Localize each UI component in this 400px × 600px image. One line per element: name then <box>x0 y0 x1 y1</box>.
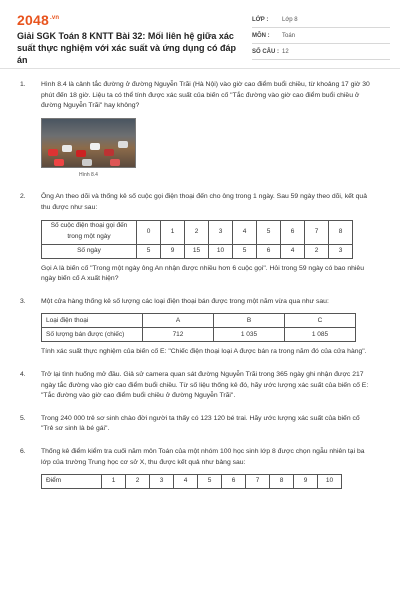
car-shape <box>48 149 58 156</box>
car-shape <box>62 145 72 152</box>
car-shape <box>76 150 86 157</box>
table-cell: A <box>143 314 214 328</box>
question-text: Một cửa hàng thống kê số lượng các loại điện thoại bán được trong một năm vừa qua như sau: <box>41 297 329 305</box>
table-row <box>42 244 353 258</box>
question-4 <box>0 370 400 402</box>
car-shape <box>118 141 128 148</box>
table-cell: 4 <box>281 244 305 258</box>
question-number: 3. <box>20 297 26 305</box>
meta-row-count <box>252 44 390 60</box>
traffic-photo <box>41 118 136 168</box>
car-shape <box>110 159 120 166</box>
table-cell: 2 <box>305 244 329 258</box>
table-cell: 5 <box>198 475 222 489</box>
table-cell: 7 <box>305 220 329 244</box>
table-cell: 7 <box>246 475 270 489</box>
car-shape <box>82 159 92 166</box>
table-cell: 712 <box>143 328 214 342</box>
question-followup: Gọi A là biến cố "Trong một ngày ông An nhận được nhiều hơn 6 cuộc gọi". Hỏi trong 59 ngày có bao nhiêu ngày biến cố A xuất hiện? <box>41 264 364 283</box>
meta-key: LỚP : <box>252 17 269 23</box>
table-cell: 9 <box>294 475 318 489</box>
table-cell: 4 <box>174 475 198 489</box>
meta-value: Lớp 8 <box>282 17 298 23</box>
table-row <box>42 220 353 244</box>
question-5 <box>0 414 400 435</box>
table-cell: C <box>285 314 356 328</box>
table-cell: 3 <box>209 220 233 244</box>
question-number: 2. <box>20 193 26 201</box>
table-header-cell: Số cuộc điện thoại gọi đến trong một ngày <box>42 220 137 244</box>
car-shape <box>90 143 100 150</box>
meta-row-class <box>252 12 390 28</box>
scores-table <box>41 474 342 489</box>
car-shape <box>104 149 114 156</box>
table-cell: 6 <box>257 244 281 258</box>
table-row <box>42 475 342 489</box>
meta-value: 12 <box>282 49 289 55</box>
table-cell: 5 <box>257 220 281 244</box>
question-3 <box>0 297 400 358</box>
table-cell: 5 <box>233 244 257 258</box>
phones-table <box>41 313 356 342</box>
question-number: 1. <box>20 81 26 88</box>
question-6 <box>0 447 400 489</box>
table-cell: 10 <box>318 475 342 489</box>
table-cell: B <box>214 314 285 328</box>
table-cell: 1 035 <box>214 328 285 342</box>
table-cell: 15 <box>185 244 209 258</box>
table-cell: 4 <box>233 220 257 244</box>
table-header-cell: Số lượng bán được (chiếc) <box>42 328 143 342</box>
question-number: 4. <box>20 370 26 378</box>
table-cell: 3 <box>329 244 353 258</box>
question-list <box>0 80 400 494</box>
table-header-cell: Số ngày <box>42 244 137 258</box>
table-cell: 1 <box>161 220 185 244</box>
table-header-cell: Điểm <box>42 475 102 489</box>
question-text: Trở lại tình huống mở đầu. Giả sử camera quan sát đường Nguyễn Trãi trong 365 ngày ghi nhận được 217 ngày tắc đường vào giờ cao điểm buổi chiều. Từ số liệu thống kê đó, hãy ước lượng xác suất của biến cố E: "Tắc đường vào giờ cao điểm buổi chiều ở đường Nguyễn Trãi". <box>41 370 369 400</box>
page-title: Giải SGK Toán 8 KNTT Bài 32: Mối liên hệ giữa xác suất thực nghiệm với xác suất và ứng dụng có đáp án <box>17 31 236 65</box>
table-row <box>42 328 356 342</box>
table-cell: 2 <box>126 475 150 489</box>
table-cell: 3 <box>150 475 174 489</box>
meta-key: MÔN : <box>252 33 270 39</box>
page-header <box>0 0 400 66</box>
table-cell: 1 <box>102 475 126 489</box>
question-text: Hình 8.4 là cảnh tắc đường ở đường Nguyễn Trãi (Hà Nội) vào giờ cao điểm buổi chiều, từ khoảng 17 giờ 30 phút đến 18 giờ. Liệu ta có thể tính được xác suất của biến cố "Tắc đường vào giờ cao điểm buổi chiều ở đường Nguyễn Trãi" hay không? <box>41 81 370 110</box>
header-divider <box>0 68 400 69</box>
calls-table <box>41 220 353 259</box>
meta-value: Toán <box>282 33 296 39</box>
car-shape <box>54 159 64 166</box>
meta-row-subject <box>252 28 390 44</box>
question-text: Trong 240 000 trẻ sơ sinh chào đời người ta thấy có 123 120 bé trai. Hãy ước lượng xác suất của biến cố "Trẻ sơ sinh là bé gái". <box>41 414 360 433</box>
question-number: 5. <box>20 414 26 422</box>
question-2 <box>0 192 400 284</box>
meta-key: SỐ CÂU : <box>252 49 279 55</box>
table-cell: 5 <box>137 244 161 258</box>
table-cell: 1 085 <box>285 328 356 342</box>
question-followup: Tính xác suất thực nghiệm của biến cố E: "Chiếc điện thoại loại A được bán ra trong năm đó của cửa hàng". <box>41 348 367 356</box>
table-cell: 9 <box>161 244 185 258</box>
table-cell: 6 <box>281 220 305 244</box>
site-logo[interactable] <box>17 12 59 28</box>
table-header-cell: Loại điện thoại <box>42 314 143 328</box>
table-cell: 2 <box>185 220 209 244</box>
question-1 <box>0 80 400 180</box>
meta-info <box>252 12 390 60</box>
question-text: Ông An theo dõi và thống kê số cuộc gọi điện thoại đến cho ông trong 1 ngày. Sau 59 ngày theo dõi, kết quả thu được như sau: <box>41 193 367 211</box>
table-cell: 0 <box>137 220 161 244</box>
question-text: Thống kê điểm kiểm tra cuối năm môn Toán của một nhóm 100 học sinh lớp 8 được chọn ngẫu nhiên tại ba lớp của trường Trung học cơ sở X, thu được kết quả như bảng sau: <box>41 447 365 466</box>
table-cell: 8 <box>329 220 353 244</box>
table-row <box>42 314 356 328</box>
table-cell: 8 <box>270 475 294 489</box>
table-cell: 6 <box>222 475 246 489</box>
logo-text: 2048 <box>17 12 49 28</box>
table-cell: 10 <box>209 244 233 258</box>
question-number: 6. <box>20 447 26 455</box>
logo-suffix: .vn <box>49 15 60 22</box>
photo-caption: Hình 8.4 <box>79 171 98 178</box>
